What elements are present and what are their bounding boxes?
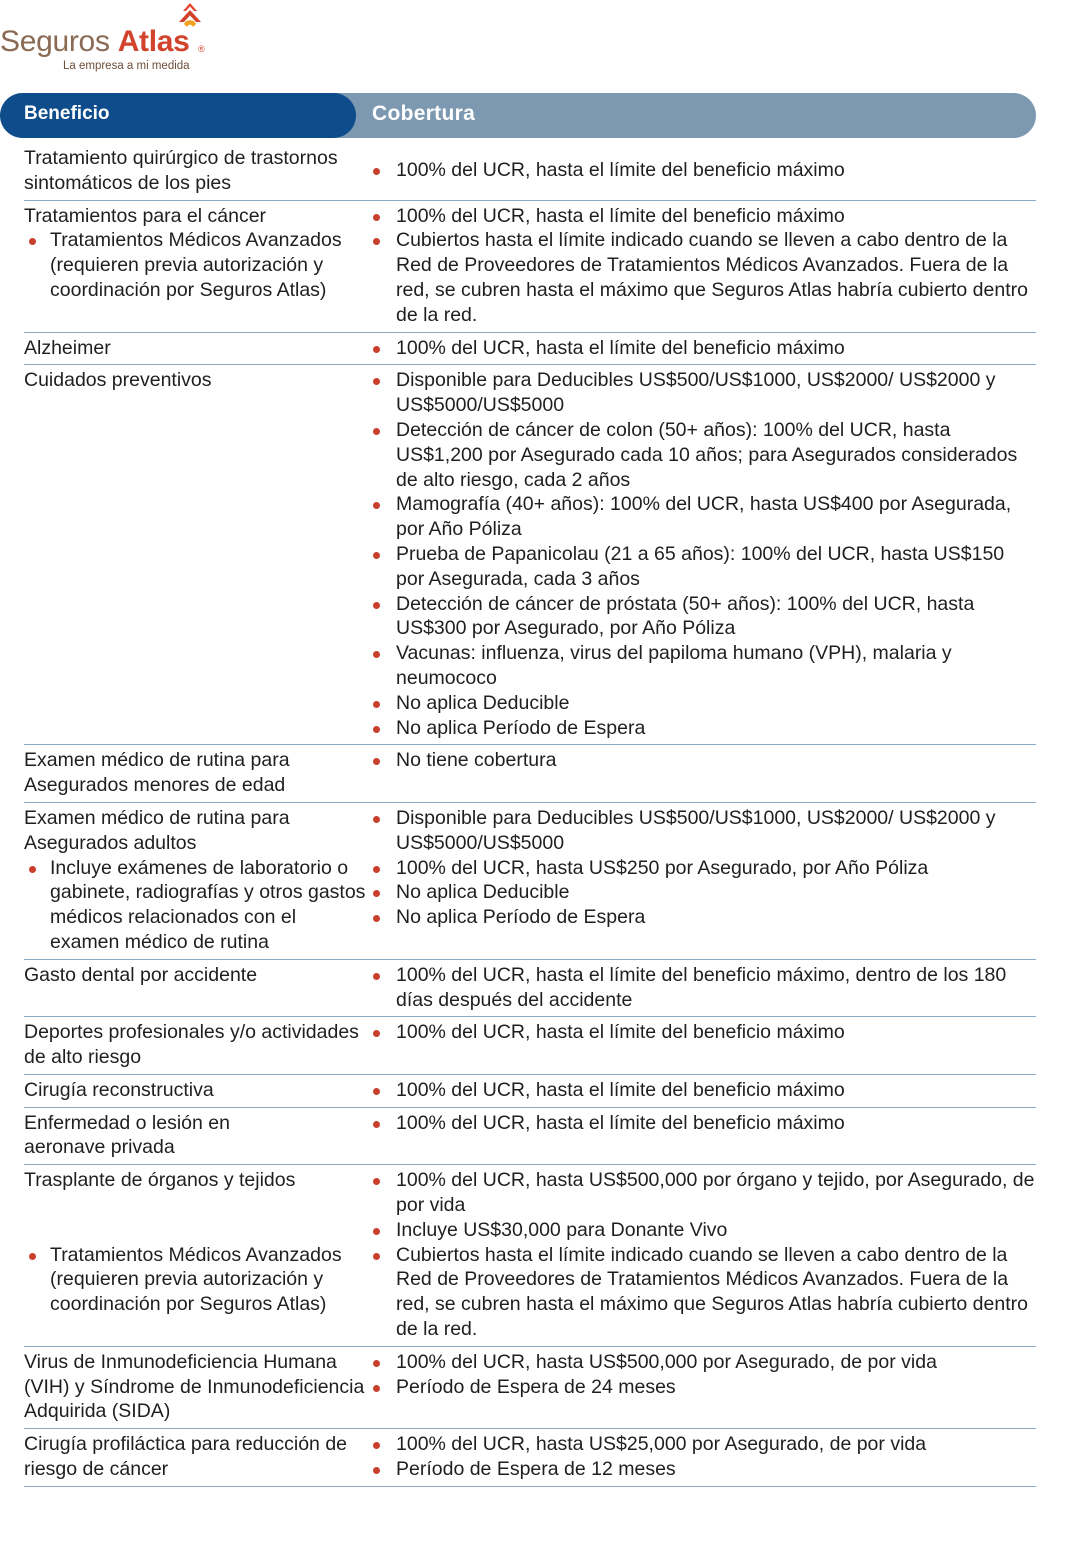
benefit-cell (24, 1432, 370, 1482)
table-row (24, 1075, 1036, 1108)
benefit-cell (24, 1168, 370, 1342)
coverage-item: No aplica Deducible (370, 880, 1036, 905)
benefit-text: Tratamientos para el cáncer (24, 204, 267, 227)
coverage-item: 100% del UCR, hasta US$250 por Asegurado, por Año Póliza (370, 856, 1036, 881)
coverage-item: Prueba de Papanicolau (21 a 65 años): 100% del UCR, hasta US$150 por Asegurada, cada 3 años (370, 542, 1036, 592)
benefit-text: Cirugía reconstructiva (24, 1078, 214, 1101)
logo-wordmark (0, 26, 190, 58)
benefit-cell (24, 963, 370, 1013)
table-row (24, 201, 1036, 333)
benefit-text: Trasplante de órganos y tejidos (24, 1169, 296, 1192)
seguros-atlas-logo (0, 0, 230, 80)
benefit-cell (24, 1078, 370, 1103)
coverage-item: 100% del UCR, hasta US$25,000 por Asegurado, de por vida (370, 1432, 1036, 1457)
benefit-text: Enfermedad o lesión en aeronave privada (24, 1111, 230, 1159)
benefit-text: Examen médico de rutina para Asegurados menores de edad (24, 749, 290, 797)
coverage-item: Cubiertos hasta el límite indicado cuando se lleven a cabo dentro de la Red de Proveedores de Tratamientos Médicos Avanzados. Fuera de la red, se cubren hasta el máximo que Seguros Atlas habría cubierto dentro de la red. (370, 228, 1036, 327)
benefit-text: Tratamiento quirúrgico de trastornos sintomáticos de los pies (24, 147, 338, 194)
coverage-cell (370, 204, 1036, 328)
logo-word-main: Seguros (0, 25, 110, 58)
benefit-bullet: Tratamientos Médicos Avanzados (requieren previa autorización y coordinación por Seguros Atlas) (24, 228, 370, 302)
coverage-item: No aplica Período de Espera (370, 716, 1036, 741)
coverage-item: Período de Espera de 24 meses (370, 1375, 1036, 1400)
table-row (24, 143, 1036, 201)
coverage-item: No aplica Deducible (370, 691, 1036, 716)
benefit-text: Alzheimer (24, 336, 111, 359)
coverage-item: Detección de cáncer de colon (50+ años): 100% del UCR, hasta US$1,200 por Asegurado cada 10 años; para Asegurados considerados de alto riesgo, cada 2 años (370, 418, 1036, 492)
coverage-item: Período de Espera de 12 meses (370, 1457, 1036, 1482)
benefit-text: Cuidados preventivos (24, 369, 212, 392)
benefit-text: Cirugía profiláctica para reducción de riesgo de cáncer (24, 1433, 348, 1481)
coverage-item: No tiene cobertura (370, 748, 1036, 773)
benefit-text: Gasto dental por accidente (24, 963, 258, 986)
coverage-item: Disponible para Deducibles US$500/US$1000, US$2000/ US$2000 y US$5000/US$5000 (370, 368, 1036, 418)
coverage-cell (370, 1432, 1036, 1482)
benefit-cell (24, 146, 370, 196)
coverage-cell (370, 336, 1036, 361)
header-benefit-label: Beneficio (24, 103, 110, 124)
coverage-cell (370, 748, 1036, 798)
benefit-cell (24, 336, 370, 361)
coverage-item: 100% del UCR, hasta US$500,000 por órgano y tejido, por Asegurado, de por vida (370, 1168, 1036, 1218)
coverage-item: Mamografía (40+ años): 100% del UCR, hasta US$400 por Asegurada, por Año Póliza (370, 492, 1036, 542)
coverage-item: 100% del UCR, hasta el límite del beneficio máximo (370, 1020, 1036, 1045)
benefit-text: Examen médico de rutina para Asegurados adultos (24, 806, 290, 854)
coverage-item: 100% del UCR, hasta el límite del beneficio máximo, dentro de los 180 días después del accidente (370, 963, 1036, 1013)
registered-mark: ® (198, 44, 205, 54)
benefit-text: Virus de Inmunodeficiencia Humana (VIH) y Síndrome de Inmunodeficiencia Adquirida (SIDA) (24, 1350, 365, 1423)
benefit-text: Deportes profesionales y/o actividades de alto riesgo (24, 1021, 359, 1069)
coverage-cell (370, 1350, 1036, 1424)
coverage-cell (370, 1168, 1036, 1342)
table-row (24, 745, 1036, 803)
coverage-item: 100% del UCR, hasta el límite del beneficio máximo (370, 1111, 1036, 1136)
table-row (24, 365, 1036, 745)
header-coverage-label: Cobertura (372, 102, 476, 125)
table-row (24, 1017, 1036, 1075)
benefits-table (24, 143, 1036, 1487)
coverage-item: 100% del UCR, hasta US$500,000 por Asegurado, de por vida (370, 1350, 1036, 1375)
benefit-cell (24, 806, 370, 955)
coverage-cell (370, 1020, 1036, 1070)
coverage-item: No aplica Período de Espera (370, 905, 1036, 930)
coverage-item: 100% del UCR, hasta el límite del beneficio máximo (370, 336, 1036, 361)
logo-tagline: La empresa a mi medida (63, 60, 190, 72)
coverage-item: Incluye US$30,000 para Donante Vivo (370, 1218, 1036, 1243)
table-header (0, 93, 1036, 138)
logo-word-accent: Atlas (117, 25, 190, 58)
coverage-item: 100% del UCR, hasta el límite del beneficio máximo (370, 158, 1036, 183)
coverage-cell (370, 368, 1036, 740)
coverage-item: Detección de cáncer de próstata (50+ años): 100% del UCR, hasta US$300 por Asegurado, por Año Póliza (370, 592, 1036, 642)
coverage-cell (370, 146, 1036, 196)
benefit-cell (24, 368, 370, 740)
coverage-item: 100% del UCR, hasta el límite del beneficio máximo (370, 1078, 1036, 1103)
coverage-item: Cubiertos hasta el límite indicado cuando se lleven a cabo dentro de la Red de Proveedores de Tratamientos Médicos Avanzados. Fuera de la red, se cubren hasta el máximo que Seguros Atlas habría cubierto dentro de la red. (370, 1243, 1036, 1342)
coverage-cell (370, 963, 1036, 1013)
coverage-item: Disponible para Deducibles US$500/US$1000, US$2000/ US$2000 y US$5000/US$5000 (370, 806, 1036, 856)
coverage-cell (370, 1111, 1036, 1161)
benefit-bullet: Incluye exámenes de laboratorio o gabinete, radiografías y otros gastos médicos relacionados con el examen médico de rutina (24, 856, 370, 955)
benefit-cell (24, 1350, 370, 1424)
benefit-cell (24, 748, 370, 798)
benefit-cell (24, 204, 370, 328)
table-row (24, 1165, 1036, 1347)
benefit-bullet: Tratamientos Médicos Avanzados (requieren previa autorización y coordinación por Seguros Atlas) (24, 1243, 370, 1317)
benefit-cell (24, 1111, 370, 1161)
coverage-item: Vacunas: influenza, virus del papiloma humano (VPH), malaria y neumococo (370, 641, 1036, 691)
table-row (24, 333, 1036, 366)
table-row (24, 960, 1036, 1018)
coverage-cell (370, 806, 1036, 955)
table-row (24, 1108, 1036, 1166)
table-row (24, 803, 1036, 960)
coverage-cell (370, 1078, 1036, 1103)
benefit-cell (24, 1020, 370, 1070)
table-row (24, 1347, 1036, 1429)
table-row (24, 1429, 1036, 1487)
coverage-item: 100% del UCR, hasta el límite del beneficio máximo (370, 204, 1036, 229)
